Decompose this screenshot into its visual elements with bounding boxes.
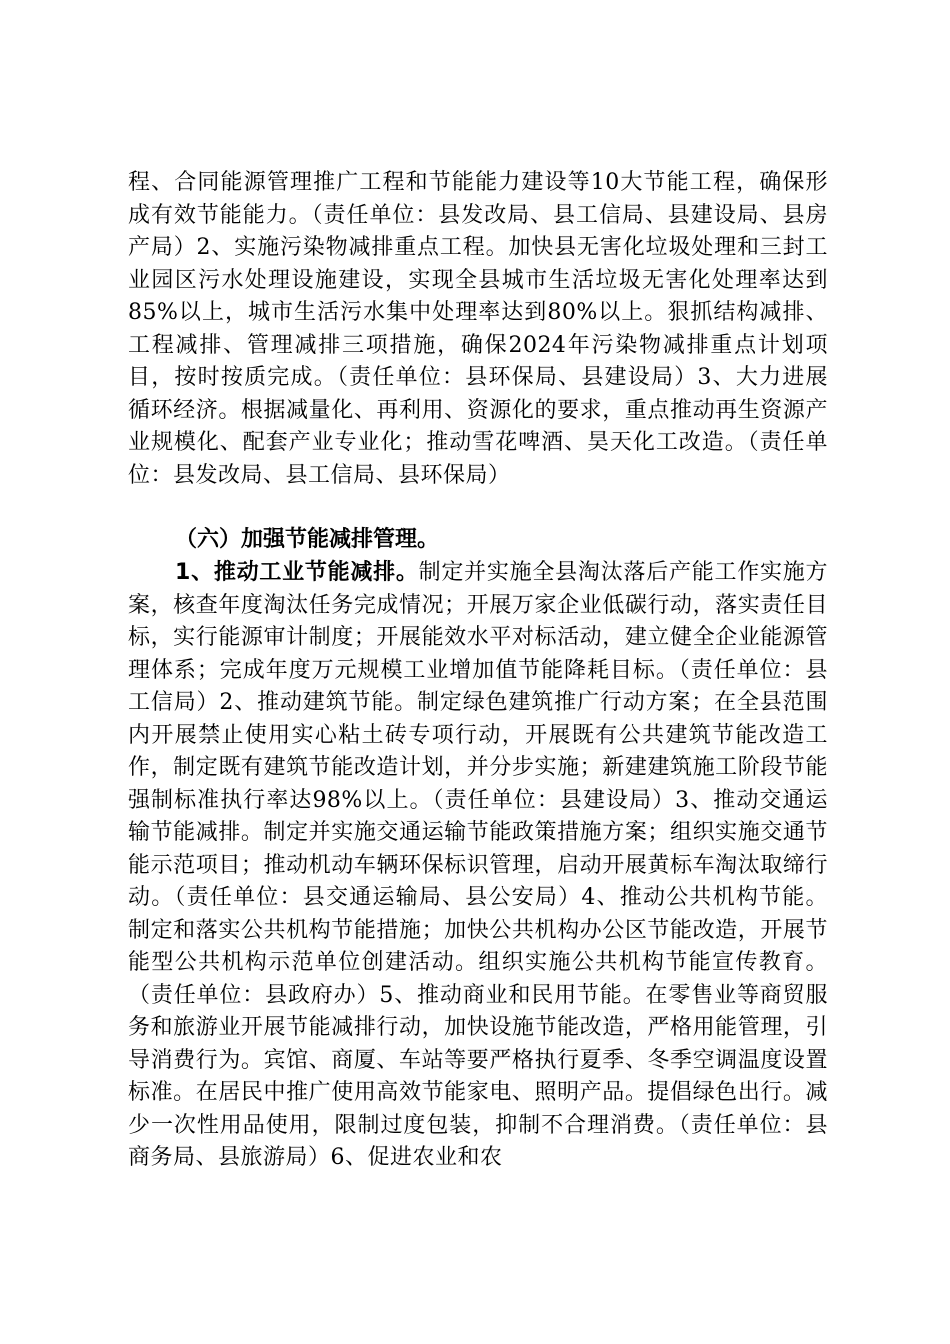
paragraph-2 <box>128 557 828 1175</box>
paragraph-1: 程、合同能源管理推广工程和节能能力建设等10大节能工程，确保形成有效节能能力。（责任单位：县发改局、县工信局、县建设局、县房产局）2、实施污染物减排重点工程。加快县无害化垃圾处理和三封工业园区污水处理设施建设，实现全县城市生活垃圾无害化处理率达到85%以上，城市生活污水集中处理率达到80%以上。狠抓结构减排、工程减排、管理减排三项措施，确保2024年污染物减排重点计划项目，按时按质完成。（责任单位：县环保局、县建设局）3、大力进展循环经济。根据减量化、再利用、资源化的要求，重点推动再生资源产业规模化、配套产业专业化；推动雪花啤酒、昊天化工改造。（责任单位：县发改局、县工信局、县环保局） <box>128 170 828 488</box>
paragraph-2-body: 制定并实施全县淘汰落后产能工作实施方案，核查年度淘汰任务完成情况；开展万家企业低碳行动，落实责任目标，实行能源审计制度；开展能效水平对标活动，建立健全企业能源管理体系；完成年度万元规模工业增加值节能降耗目标。（责任单位：县工信局）2、推动建筑节能。制定绿色建筑推广行动方案；在全县范围内开展禁止使用实心粘土砖专项行动，开展既有公共建筑节能改造工作，制定既有建筑节能改造计划，并分步实施；新建建筑施工阶段节能强制标准执行率达98%以上。（责任单位：县建设局）3、推动交通运输节能减排。制定并实施交通运输节能政策措施方案；组织实施交通节能示范项目；推动机动车辆环保标识管理，启动开展黄标车淘汰取缔行动。（责任单位：县交通运输局、县公安局）4、推动公共机构节能。制定和落实公共机构节能措施；加快公共机构办公区节能改造，开展节能型公共机构示范单位创建活动。组织实施公共机构节能宣传教育。（责任单位：县政府办）5、推动商业和民用节能。在零售业等商贸服务和旅游业开展节能减排行动，加快设施节能改造，严格用能管理，引导消费行为。宾馆、商厦、车站等要严格执行夏季、冬季空调温度设置标准。在居民中推广使用高效节能家电、照明产品。提倡绿色出行。减少一次性用品使用，限制过度包装，抑制不合理消费。（责任单位：县商务局、县旅游局）6、促进农业和农 <box>128 560 828 1170</box>
paragraph-2-lead: 1、推动工业节能减排。 <box>175 560 419 585</box>
section-heading: （六）加强节能减排管理。 <box>175 527 440 552</box>
